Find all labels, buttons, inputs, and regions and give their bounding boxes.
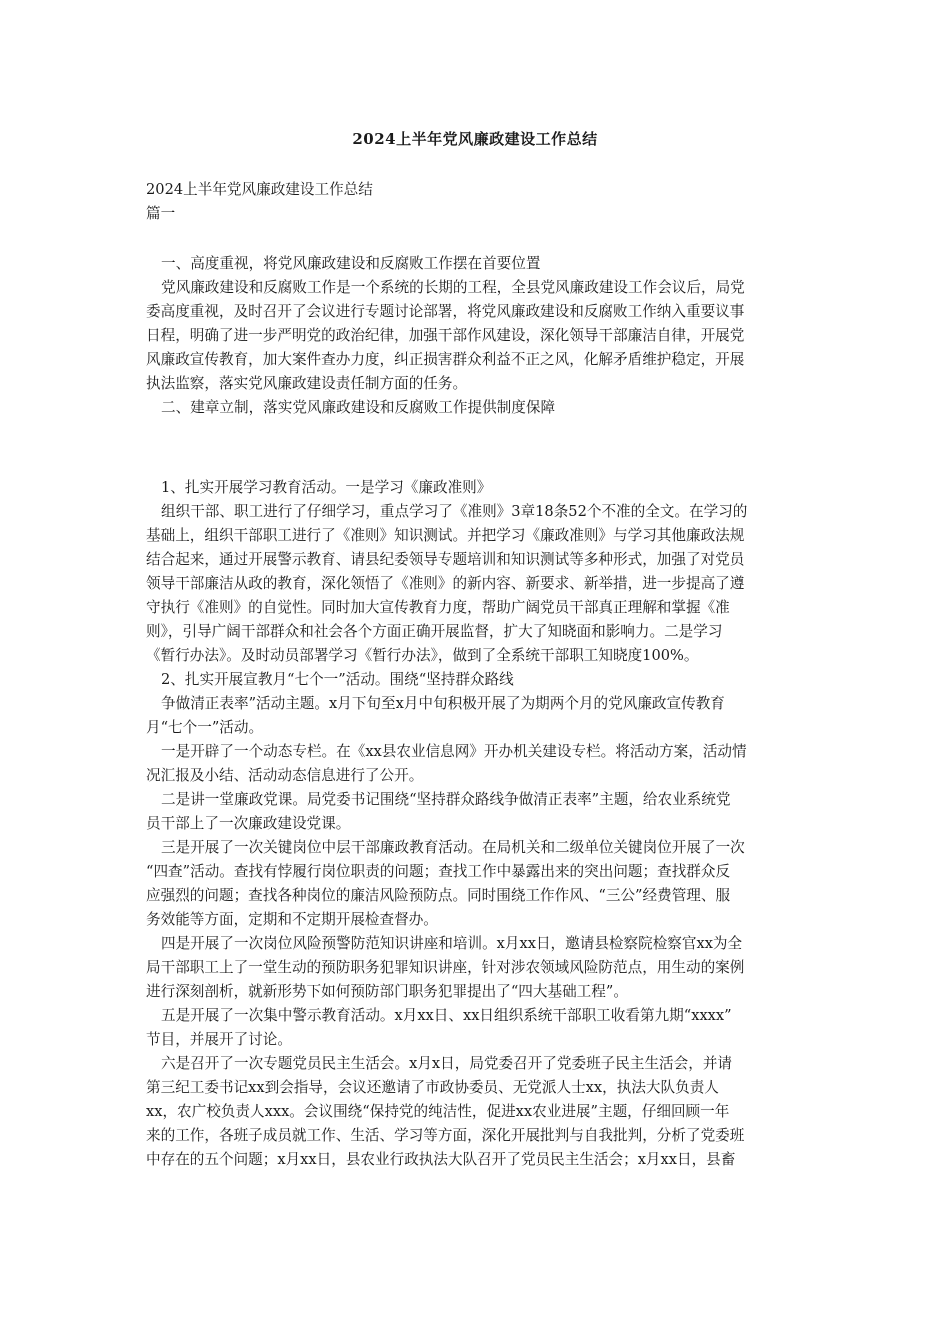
document-subtitle: 2024上半年党风廉政建设工作总结 [146,181,373,198]
section-1-line: 风廉政宣传教育，加大案件查办力度，纠正损害群众利益不正之风，化解矛盾维护稳定，开展 [146,351,745,368]
paragraph-six-line: 第三纪工委书记xx到会指导，会议还邀请了市政协委员、无党派人士xx，执法大队负责人 [146,1079,719,1096]
paragraph-five-line: 五是开展了一次集中警示教育活动。x月xx日、xx日组织系统干部职工收看第九期“xxxx” [161,1007,732,1024]
section-1-heading: 一、高度重视，将党风廉政建设和反腐败工作摆在首要位置 [161,255,541,272]
item-2-line: 月“七个一”活动。 [146,719,264,736]
paragraph-three-line: “四查”活动。查找有悖履行岗位职责的问题；查找工作中暴露出来的突出问题；查找群众反 [146,863,731,880]
part-label: 篇一 [146,205,176,222]
item-1-line: 领导干部廉洁从政的教育，深化领悟了《准则》的新内容、新要求、新举措，进一步提高了遵 [146,575,745,592]
paragraph-six-line: xx，农广校负责人xxx。会议围绕“保持党的纯洁性，促进xx农业进展”主题，仔细回顾一年 [146,1103,730,1120]
item-1-line: 结合起来，通过开展警示教育、请县纪委领导专题培训和知识测试等多种形式，加强了对党员 [146,551,745,568]
paragraph-one-line: 一是开辟了一个动态专栏。在《xx县农业信息网》开办机关建设专栏。将活动方案，活动情 [161,743,747,760]
paragraph-two-line: 二是讲一堂廉政党课。局党委书记围绕“坚持群众路线争做清正表率”主题，给农业系统党 [161,791,731,808]
paragraph-six-line: 来的工作，各班子成员就工作、生活、学习等方面，深化开展批判与自我批判，分析了党委班 [146,1127,745,1144]
paragraph-one-line: 况汇报及小结、活动动态信息进行了公开。 [146,767,424,784]
paragraph-six-line: 中存在的五个问题；x月xx日，县农业行政执法大队召开了党员民主生活会；x月xx日，县畜 [146,1151,736,1168]
section-1-line: 委高度重视，及时召开了会议进行专题讨论部署，将党风廉政建设和反腐败工作纳入重要议事 [146,303,745,320]
item-2-heading: 2、扎实开展宣教月“七个一”活动。围绕“坚持群众路线 [161,671,514,688]
item-1-line: 组织干部、职工进行了仔细学习，重点学习了《准则》3章18条52个不准的全文。在学习的 [161,503,748,520]
section-1-line: 日程，明确了进一步严明党的政治纪律，加强干部作风建设，深化领导干部廉洁自律，开展党 [146,327,745,344]
paragraph-four-line: 局干部职工上了一堂生动的预防职务犯罪知识讲座，针对涉农领域风险防范点，用生动的案例 [146,959,745,976]
section-1-line: 党风廉政建设和反腐败工作是一个系统的长期的工程，全县党风廉政建设工作会议后，局党 [161,279,745,296]
paragraph-three-line: 务效能等方面，定期和不定期开展检查督办。 [146,911,438,928]
item-2-line: 争做清正表率”活动主题。x月下旬至x月中旬积极开展了为期两个月的党风廉政宣传教育 [161,695,725,712]
paragraph-four-line: 进行深刻剖析，就新形势下如何预防部门职务犯罪提出了“四大基础工程”。 [146,983,628,1000]
paragraph-four-line: 四是开展了一次岗位风险预警防范知识讲座和培训。x月xx日，邀请县检察院检察官xx为全 [161,935,743,952]
document-title: 2024上半年党风廉政建设工作总结 [352,130,598,148]
paragraph-six-line: 六是召开了一次专题党员民主生活会。x月x日，局党委召开了党委班子民主生活会，并请 [161,1055,733,1072]
paragraph-five-line: 节目，并展开了讨论。 [146,1031,292,1048]
paragraph-three-line: 应强烈的问题；查找各种岗位的廉洁风险预防点。同时围绕工作作风、“三公”经费管理、服 [146,887,731,904]
section-2-heading: 二、建章立制，落实党风廉政建设和反腐败工作提供制度保障 [161,399,556,416]
item-1-line: 则》，引导广阔干部群众和社会各个方面正确开展监督，扩大了知晓面和影响力。二是学习 [146,623,723,640]
item-1-heading: 1、扎实开展学习教育活动。一是学习《廉政准则》 [161,479,492,496]
section-1-line: 执法监察，落实党风廉政建设责任制方面的任务。 [146,375,468,392]
item-1-line: 基础上，组织干部职工进行了《准则》知识测试。并把学习《廉政准则》与学习其他廉政法规 [146,527,745,544]
item-1-line: 《暂行办法》。及时动员部署学习《暂行办法》，做到了全系统干部职工知晓度100%。 [146,647,699,664]
paragraph-two-line: 员干部上了一次廉政建设党课。 [146,815,351,832]
item-1-line: 守执行《准则》的自觉性。同时加大宣传教育力度，帮助广阔党员干部真正理解和掌握《准 [146,599,730,616]
section-1-block [146,252,806,420]
document-header-block [146,178,806,226]
section-2-block [146,476,806,1172]
paragraph-three-line: 三是开展了一次关键岗位中层干部廉政教育活动。在局机关和二级单位关键岗位开展了一次 [161,839,745,856]
